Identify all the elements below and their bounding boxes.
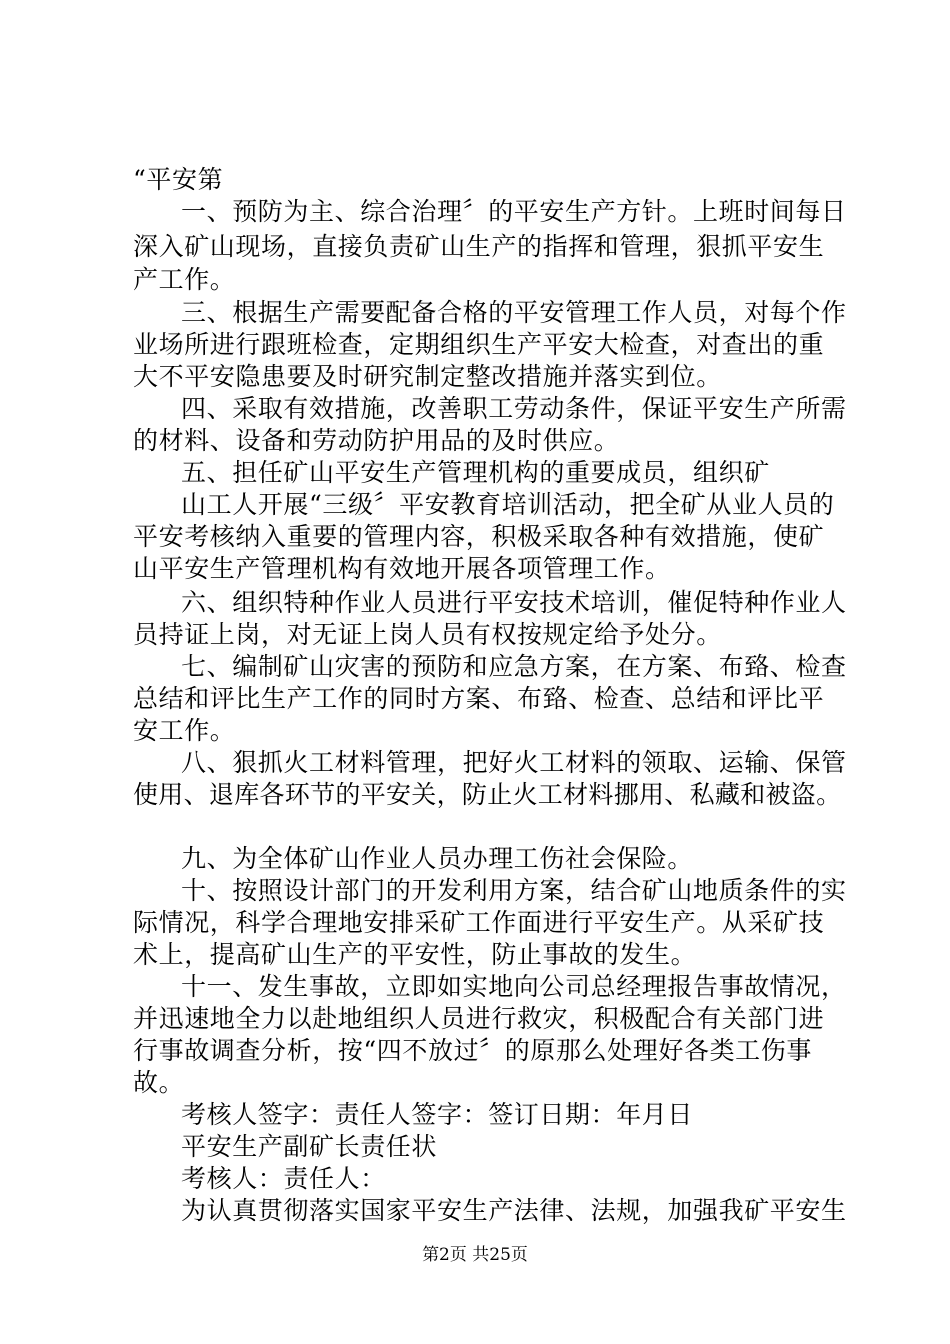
text-line: 三、根据生产需要配备合格的平安管理工作人员，对每个作 — [181, 298, 847, 327]
text-line: 一、预防为主、综合治理〞的平安生产方针。上班时间每日 — [181, 197, 847, 226]
text-line: 员持证上岗，对无证上岗人员有权按规定给予处分。 — [133, 620, 722, 649]
text-line: 的材料、设备和劳动防护用品的及时供应。 — [133, 426, 620, 455]
page-footer: 第2页 共25页 — [422, 1245, 528, 1265]
text-line: 为认真贯彻落实国家平安生产法律、法规，加强我矿平安生 — [181, 1196, 847, 1225]
text-line: 六、组织特种作业人员进行平安技术培训，催促特种作业人 — [181, 588, 847, 617]
text-line: 十、按照设计部门的开发利用方案，结合矿山地质条件的实 — [181, 876, 847, 905]
text-line: 平安考核纳入重要的管理内容，积极采取各种有效措施，使矿 — [133, 522, 825, 551]
text-line: 故。 — [133, 1068, 185, 1097]
text-line: 八、狠抓火工材料管理，把好火工材料的领取、运输、保管 — [181, 748, 847, 777]
text-line: 五、担任矿山平安生产管理机构的重要成员，组织矿 — [181, 458, 770, 487]
text-line: 业场所进行跟班检查，定期组织生产平安大检查，对查出的重 — [133, 330, 825, 359]
text-line: 行事故调查分析，按“四不放过〞的原那么处理好各类工伤事 — [133, 1036, 812, 1065]
text-line: 际情况，科学合理地安排采矿工作面进行平安生产。从采矿技 — [133, 908, 825, 937]
text-line: 总结和评比生产工作的同时方案、布臵、检查、总结和评比平 — [133, 684, 825, 713]
text-line: 大不平安隐患要及时研究制定整改措施并落实到位。 — [133, 362, 722, 391]
signature-line: 考核人签字：责任人签字：签订日期：年月日 — [181, 1100, 694, 1129]
text-line: 并迅速地全力以赴地组织人员进行救灾，积极配合有关部门进 — [133, 1004, 825, 1033]
text-line: 深入矿山现场，直接负责矿山生产的指挥和管理，狠抓平安生 — [133, 232, 825, 261]
text-line: 山平安生产管理机构有效地开展各项管理工作。 — [133, 554, 671, 583]
section-title: 平安生产副矿长责任状 — [181, 1132, 438, 1161]
text-line: 七、编制矿山灾害的预防和应急方案，在方案、布臵、检查 — [181, 652, 847, 681]
text-line: 四、采取有效措施，改善职工劳动条件，保证平安生产所需 — [181, 394, 847, 423]
text-line: “平安第 — [133, 165, 224, 194]
text-line: 产工作。 — [133, 265, 236, 294]
text-line: 术上，提高矿山生产的平安性，防止事故的发生。 — [133, 940, 697, 969]
text-line: 山工人开展“三级〞平安教育培训活动，把全矿从业人员的 — [181, 490, 835, 519]
text-line: 使用、退库各环节的平安关，防止火工材料挪用、私藏和被盗。 — [133, 780, 842, 809]
text-line: 十一、发生事故，立即如实地向公司总经理报告事故情况， — [181, 972, 847, 1001]
text-line: 安工作。 — [133, 716, 236, 745]
signature-line: 考核人：责任人： — [181, 1164, 386, 1193]
text-line: 九、为全体矿山作业人员办理工伤社会保险。 — [181, 844, 694, 873]
